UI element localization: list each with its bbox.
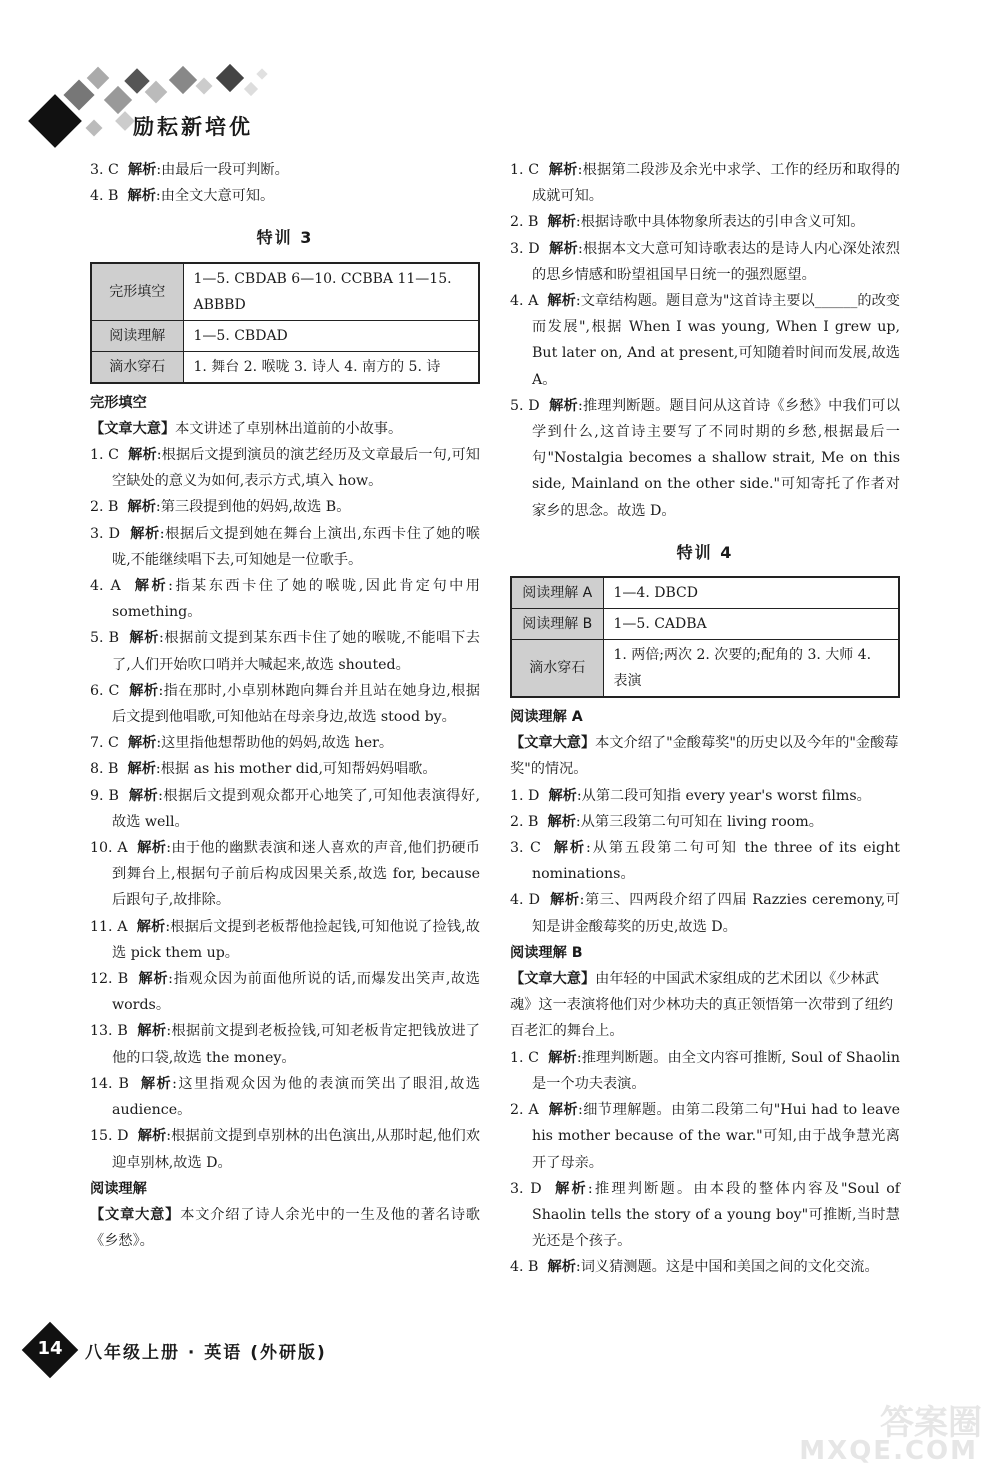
answer-item: 1. C 解析:根据第二段涉及余光中求学、工作的经历和取得的成就可知。 xyxy=(510,162,900,205)
right-column xyxy=(510,157,900,1281)
table-row xyxy=(511,609,899,640)
diamond-shape xyxy=(244,82,258,96)
answer-item: 4. D 解析:第三、四两段介绍了四届 Razzies ceremony,可知是讲金酸莓奖的历史,故选 D。 xyxy=(510,892,900,935)
answer-item: 6. C 解析:指在那时,小卓别林跑向舞台并且站在她身边,根据后文提到他唱歌,可知他站在母亲身边,故选 stood by。 xyxy=(90,682,480,726)
page-footer xyxy=(30,1330,500,1370)
subsection-heading: 阅读理解 A xyxy=(510,709,583,726)
watermark-logo: 答案圈 xyxy=(880,1403,982,1443)
table-value: 1. 舞台 2. 喉咙 3. 诗人 4. 南方的 5. 诗 xyxy=(183,351,479,383)
answer-table xyxy=(90,262,480,384)
summary: 【文章大意】本文讲述了卓别林出道前的小故事。 xyxy=(90,420,403,437)
diamond-shape xyxy=(216,64,244,92)
answer-item: 2. A 解析:细节理解题。由第二段第二句"Hui had to leave his mother because of the war."可知,由于战争慧光离开了母亲。 xyxy=(510,1102,900,1171)
summary: 【文章大意】由年轻的中国武术家组成的艺术团以《少林武魂》这一表演将他们对少林功夫的真正领悟第一次带到了纽约百老汇的舞台上。 xyxy=(510,971,894,1040)
table-row xyxy=(511,577,899,609)
section-title: 特训 3 xyxy=(256,228,314,248)
answer-item: 3. C 解析:从第五段第二句可知 the three of its eight nominations。 xyxy=(510,840,900,883)
watermark-url: MXQE.COM xyxy=(799,1436,978,1466)
answer-item: 1. C 解析:推理判断题。由全文内容可推断, Soul of Shaolin 是一个功夫表演。 xyxy=(510,1049,900,1092)
diamond-shape xyxy=(196,78,213,95)
table-label: 完形填空 xyxy=(91,263,183,321)
section-title: 特训 4 xyxy=(676,542,734,562)
answer-item: 1. C 解析:根据后文提到演员的演艺经历及文章最后一句,可知空缺处的意义为如何,表示方式,填入 how。 xyxy=(90,447,480,490)
table-label: 滴水穿石 xyxy=(91,351,183,383)
answer-item: 14. B 解析:这里指观众因为他的表演而笑出了眼泪,故选 audience。 xyxy=(90,1075,480,1119)
answer-item: 4. A 解析:文章结构题。题目意为"这首诗主要以______的改变而发展",根据 When I was young, When I grew up, But later on, And at present,可知随着时间而发展,故选 A。 xyxy=(510,293,900,388)
table-row xyxy=(91,320,479,351)
table-value: 1—5. CBDAD xyxy=(183,320,479,351)
table-value: 1. 两倍;两次 2. 次要的;配角的 3. 大师 4. 表演 xyxy=(603,640,899,698)
diamond-shape xyxy=(104,86,132,114)
table-value: 1—5. CADBA xyxy=(603,609,899,640)
reading-b-answer-list xyxy=(510,1045,900,1281)
diamond-shape xyxy=(63,79,94,110)
summary: 【文章大意】本文介绍了"金酸莓奖"的历史以及今年的"金酸莓奖"的情况。 xyxy=(510,735,899,778)
table-value: 1—5. CBDAB 6—10. CCBBA 11—15. ABBBD xyxy=(183,263,479,321)
reading-answer-list xyxy=(510,157,900,524)
table-label: 阅读理解 B xyxy=(511,609,603,640)
table-label: 滴水穿石 xyxy=(511,640,603,698)
subsection-heading: 阅读理解 B xyxy=(510,944,583,961)
cloze-answer-list xyxy=(90,442,480,1176)
table-row xyxy=(91,263,479,321)
answer-item: 3. D 解析:根据后文提到她在舞台上演出,东西卡住了她的喉咙,不能继续唱下去,可知她是一位歌手。 xyxy=(90,525,480,568)
left-column xyxy=(90,157,480,1254)
answer-item: 4. B 解析:由全文大意可知。 xyxy=(90,188,275,205)
answer-item: 4. A 解析:指某东西卡住了她的喉咙,因此肯定句中用 something。 xyxy=(90,578,480,621)
answer-item: 13. B 解析:根据前文提到老板捡钱,可知老板肯定把钱放进了他的口袋,故选 the money。 xyxy=(90,1023,480,1066)
summary: 【文章大意】本文介绍了诗人余光中的一生及他的著名诗歌《乡愁》。 xyxy=(90,1206,480,1250)
subsection-heading: 完形填空 xyxy=(90,394,147,411)
answer-item: 9. B 解析:根据后文提到观众都开心地笑了,可知他表演得好,故选 well。 xyxy=(90,787,480,830)
book-title: 八年级上册 · 英语 (外研版) xyxy=(85,1343,327,1363)
answer-item: 8. B 解析:根据 as his mother did,可知帮妈妈唱歌。 xyxy=(90,761,437,778)
answer-item: 5. D 解析:推理判断题。题目问从这首诗《乡愁》中我们可以学到什么,这首诗主要写了不同时期的乡愁,根据最后一句"Nostalgia becomes a shallow strait, Me on this side, Mainland on the other side."可知寄托了作者对家乡的思念。故选 D。 xyxy=(510,397,900,519)
brand-title: 励耘新培优 xyxy=(133,115,253,139)
answer-item: 7. C 解析:这里指他想帮助他的妈妈,故选 her。 xyxy=(90,735,394,752)
diamond-shape xyxy=(87,67,110,90)
table-label: 阅读理解 A xyxy=(511,577,603,609)
page-number: 14 xyxy=(37,1338,63,1359)
answer-item: 15. D 解析:根据前文提到卓别林的出色演出,从那时起,他们欢迎卓别林,故选 D。 xyxy=(90,1128,480,1171)
diamond-shape xyxy=(256,68,267,79)
answer-item: 3. D 解析:推理判断题。由本段的整体内容及"Soul of Shaolin tells the story of a young boy"可推断,当时慧光还是个孩子。 xyxy=(510,1180,900,1250)
answer-item: 2. B 解析:从第三段第二句可知在 living room。 xyxy=(510,813,823,830)
answer-item: 3. D 解析:根据本文大意可知诗歌表达的是诗人内心深处浓烈的思乡情感和盼望祖国早日统一的强烈愿望。 xyxy=(510,240,900,283)
diamond-shape xyxy=(169,66,197,94)
table-row xyxy=(511,640,899,698)
answer-item: 2. B 解析:第三段提到他的妈妈,故选 B。 xyxy=(90,499,351,516)
table-label: 阅读理解 xyxy=(91,320,183,351)
answer-item: 12. B 解析:指观众因为前面他所说的话,而爆发出笑声,故选 words。 xyxy=(90,971,480,1014)
table-row xyxy=(91,351,479,383)
reading-a-answer-list xyxy=(510,783,900,940)
answer-item: 10. A 解析:由于他的幽默表演和迷人喜欢的声音,他们扔硬币到舞台上,根据句子前后构成因果关系,故选 for, because 后跟句子,故排除。 xyxy=(90,840,480,909)
answer-item: 11. A 解析:根据后文提到老板帮他捡起钱,可知他说了捡钱,故选 pick them up。 xyxy=(90,918,480,961)
answer-item: 5. B 解析:根据前文提到某东西卡住了她的喉咙,不能唱下去了,人们开始吹口哨并大喊起来,故选 shouted。 xyxy=(90,630,480,673)
table-value: 1—4. DBCD xyxy=(603,577,899,609)
answer-item: 4. B 解析:词义猜测题。这是中国和美国之间的文化交流。 xyxy=(510,1259,879,1276)
diamond-shape xyxy=(86,120,103,137)
answer-item: 3. C 解析:由最后一段可判断。 xyxy=(90,162,289,178)
answer-item: 1. D 解析:从第二段可知指 every year's worst films。 xyxy=(510,787,871,804)
answer-table xyxy=(510,576,900,698)
answer-item: 2. B 解析:根据诗歌中具体物象所表达的引申含义可知。 xyxy=(510,214,865,231)
diamond-shape xyxy=(145,81,168,104)
subsection-heading: 阅读理解 xyxy=(90,1180,147,1197)
